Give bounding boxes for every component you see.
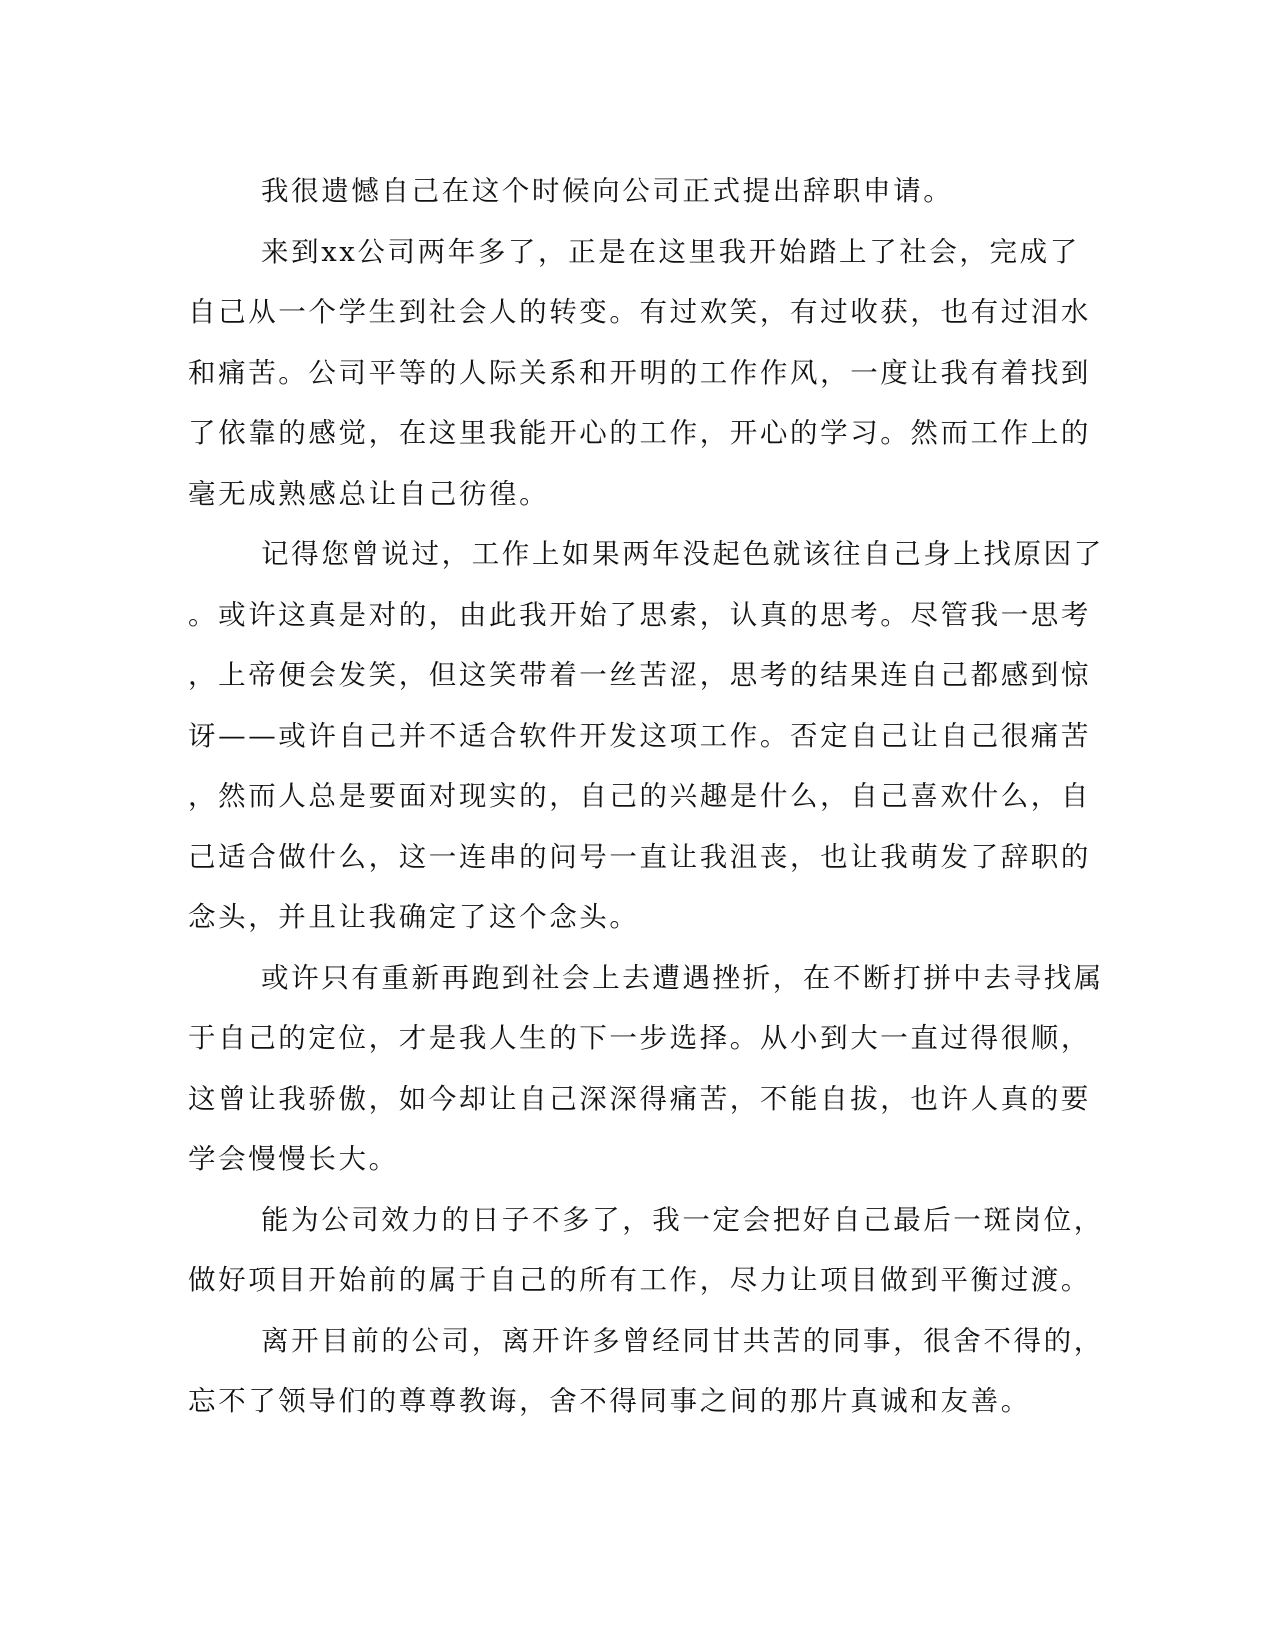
paragraph-line: 这曾让我骄傲，如今却让自己深深得痛苦，不能自拔，也许人真的要 [188,1082,1091,1115]
paragraph-6 [188,1311,1104,1432]
paragraph-3 [188,524,1104,948]
paragraph-line: 能为公司效力的日子不多了，我一定会把好自己最后一斑岗位， [261,1203,1104,1236]
paragraph-line: 离开目前的公司，离开许多曾经同甘共苦的同事，很舍不得的， [261,1324,1104,1357]
paragraph-line: 自己从一个学生到社会人的转变。有过欢笑，有过收获，也有过泪水 [188,296,1091,328]
paragraph-line: 讶——或许自己并不适合软件开发这项工作。否定自己让自己很痛苦 [188,719,1091,752]
paragraph-line: 毫无成熟感总让自己彷徨。 [188,477,550,510]
paragraph-1 [188,161,1068,222]
paragraph-line: 我很遗憾自己在这个时候向公司正式提出辞职申请。 [261,175,954,207]
paragraph-line: ，然而人总是要面对现实的，自己的兴趣是什么，自己喜欢什么，自 [188,780,1091,812]
paragraph-line: 忘不了领导们的尊尊教诲，舍不得同事之间的那片真诚和友善。 [188,1385,1031,1417]
paragraph-line: 记得您曾说过，工作上如果两年没起色就该往自己身上找原因了 [261,538,1104,570]
paragraph-5 [188,1190,1104,1311]
paragraph-line: 于自己的定位，才是我人生的下一步选择。从小到大一直过得很顺， [188,1022,1091,1054]
paragraph-4 [188,948,1104,1190]
paragraph-2 [188,222,1091,525]
paragraph-line: 做好项目开始前的属于自己的所有工作，尽力让项目做到平衡过渡。 [188,1264,1091,1296]
paragraph-line: 。或许这真是对的，由此我开始了思索，认真的思考。尽管我一思考 [188,598,1091,631]
paragraph-line: 学会慢慢长大。 [188,1143,399,1175]
document-body [188,161,1104,1432]
paragraph-line: 了依靠的感觉，在这里我能开心的工作，开心的学习。然而工作上的 [188,417,1091,449]
paragraph-line: 己适合做什么，这一连串的问号一直让我沮丧，也让我萌发了辞职的 [188,840,1091,873]
paragraph-line: 念头，并且让我确定了这个念头。 [188,901,640,933]
paragraph-line: 和痛苦。公司平等的人际关系和开明的工作作风，一度让我有着找到 [188,356,1091,389]
paragraph-line: 或许只有重新再跑到社会上去遭遇挫折，在不断打拼中去寻找属 [261,961,1104,994]
paragraph-line: ，上帝便会发笑，但这笑带着一丝苦涩，思考的结果连自己都感到惊 [188,659,1091,691]
paragraph-line: 来到xx公司两年多了，正是在这里我开始踏上了社会，完成了 [261,235,1080,268]
